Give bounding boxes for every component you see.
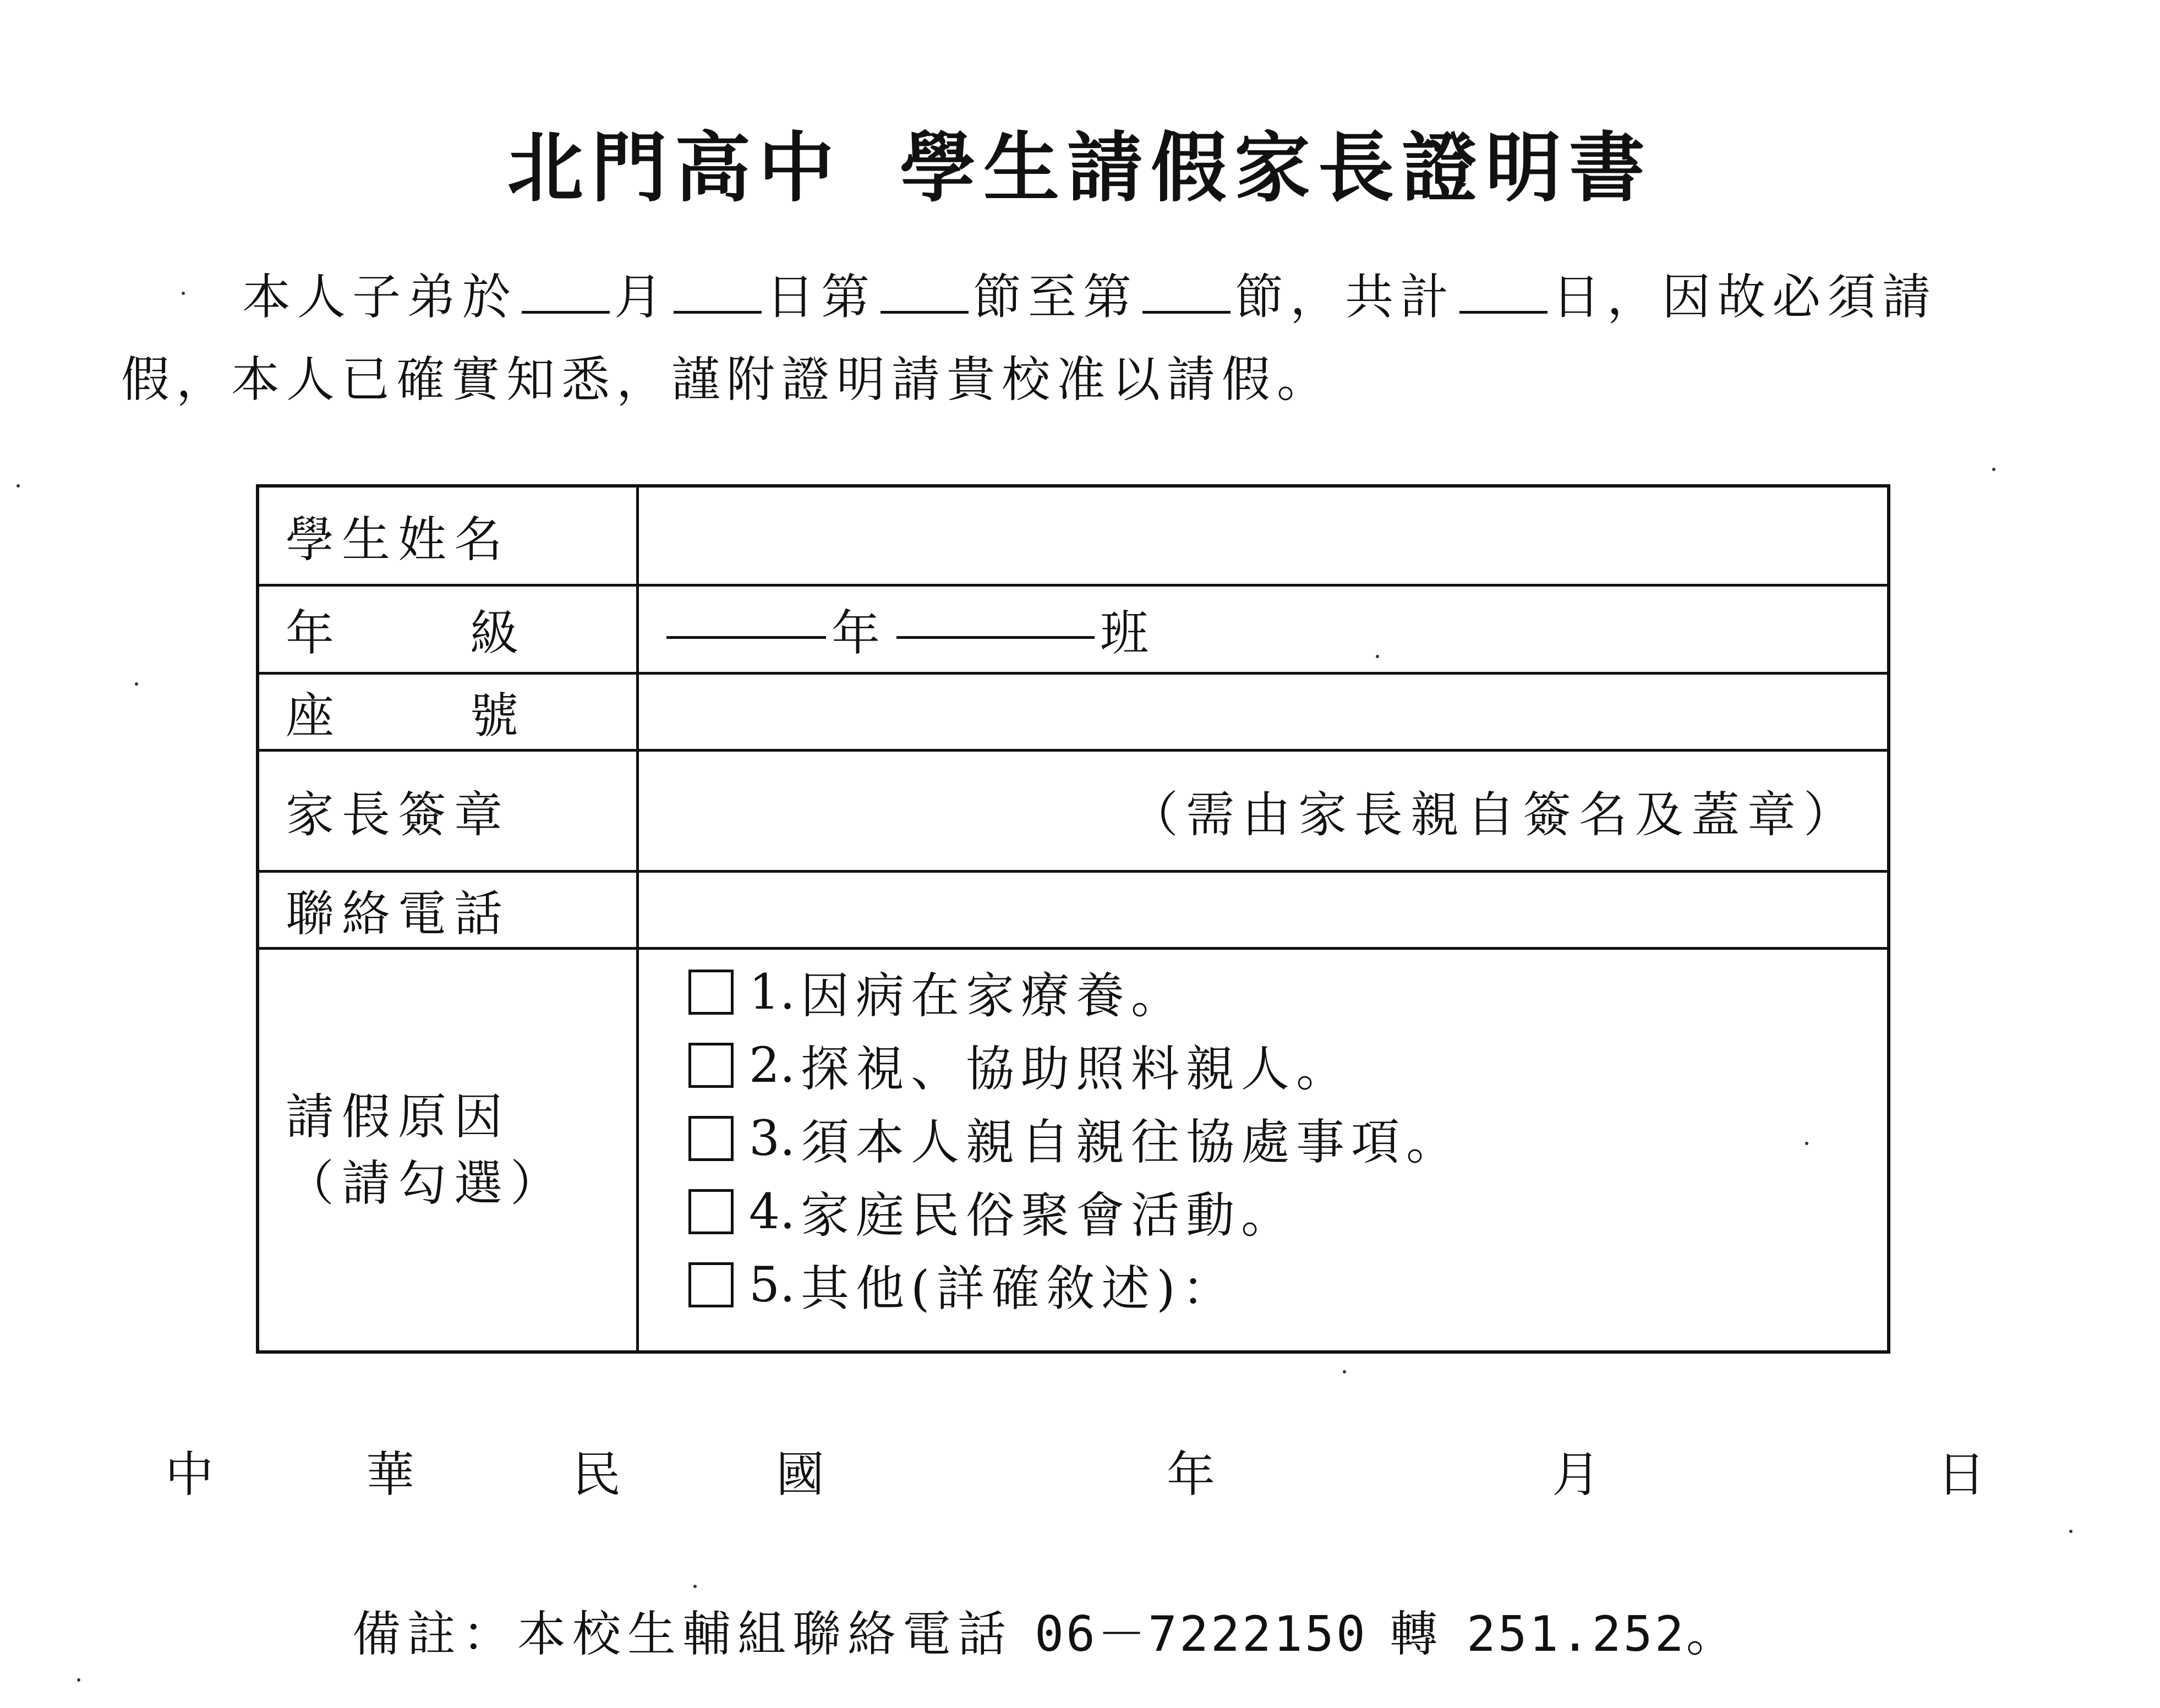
grade-class-blank[interactable] <box>896 620 1095 639</box>
scan-speck <box>135 682 138 686</box>
scan-speck <box>693 1585 697 1588</box>
grade-year-blank[interactable] <box>666 620 826 639</box>
signature-field[interactable] <box>639 752 1887 870</box>
reason-option-2[interactable] <box>688 1028 1461 1102</box>
footnote-ext: 251.252 <box>1466 1606 1686 1662</box>
signature-label: 家長簽章 <box>259 752 639 870</box>
statement-text: 本人子弟於 <box>242 269 518 325</box>
date-char-zhong: 中 <box>165 1446 214 1503</box>
reason-option-5[interactable] <box>688 1248 1461 1321</box>
grade-label-char: 年 <box>286 604 342 661</box>
reason-number: 4. <box>749 1183 795 1240</box>
scan-speck <box>2069 1530 2072 1533</box>
statement-text: 節，共計 <box>1235 269 1456 325</box>
statement-line-2: 假，本人已確實知悉，謹附證明請貴校准以請假。 <box>121 351 1332 408</box>
row-grade <box>259 587 1887 675</box>
seat-label <box>259 675 639 749</box>
statement-text: 節至第 <box>973 269 1139 325</box>
reason-option-1[interactable] <box>688 955 1461 1028</box>
row-seat-number <box>259 675 1887 752</box>
scan-speck <box>182 292 185 295</box>
scan-speck <box>1805 1142 1808 1145</box>
reason-text: 須本人親自親往協處事項。 <box>800 1113 1461 1170</box>
grade-label-char: 級 <box>469 604 526 661</box>
leave-reason-label-line2: （請勾選） <box>286 1155 567 1212</box>
period-end-blank[interactable] <box>1142 303 1231 314</box>
row-phone <box>259 873 1887 950</box>
scan-speck <box>1992 468 1995 471</box>
phone-field[interactable] <box>639 873 1887 947</box>
reason-number: 2. <box>749 1037 795 1093</box>
footnote-suffix: 。 <box>1686 1606 1741 1662</box>
statement-text: 日，因故必須請 <box>1552 269 1938 325</box>
reason-text: 探視、協助照料親人。 <box>800 1040 1351 1097</box>
checkbox-icon[interactable] <box>688 1262 734 1307</box>
grade-label <box>259 587 639 672</box>
school-name: 北門高中 <box>507 124 842 212</box>
scan-speck <box>1376 655 1379 658</box>
reason-text: 因病在家療養。 <box>800 967 1186 1024</box>
leave-reason-options <box>688 955 1461 1321</box>
checkbox-icon[interactable] <box>688 1043 734 1088</box>
day-blank[interactable] <box>674 303 762 314</box>
row-leave-reason <box>259 950 1887 1350</box>
student-name-field[interactable] <box>639 488 1887 584</box>
checkbox-icon[interactable] <box>688 1189 734 1234</box>
statement-text: 月 <box>614 269 670 325</box>
month-blank[interactable] <box>522 303 610 314</box>
period-start-blank[interactable] <box>881 303 969 314</box>
grade-year-text: 年 <box>832 604 881 661</box>
date-month-label: 月 <box>1552 1446 1601 1503</box>
reason-number: 3. <box>749 1110 795 1167</box>
reason-number: 5. <box>749 1256 795 1313</box>
phone-label: 聯絡電話 <box>259 873 639 947</box>
date-char-hua: 華 <box>366 1446 415 1503</box>
signature-note: （需由家長親自簽名及蓋章） <box>1129 786 1860 843</box>
reason-text: 家庭民俗聚會活動。 <box>800 1186 1296 1244</box>
leave-reason-label-line1: 請假原因 <box>286 1088 511 1145</box>
checkbox-icon[interactable] <box>688 970 734 1015</box>
leave-form-table <box>256 484 1890 1354</box>
date-char-min: 民 <box>572 1446 621 1503</box>
footnote <box>352 1596 1741 1665</box>
date-year-label: 年 <box>1167 1446 1216 1503</box>
checkbox-icon[interactable] <box>688 1116 734 1161</box>
statement-line-1 <box>242 259 1937 328</box>
leave-reason-label <box>259 950 639 1350</box>
reason-number: 1. <box>749 964 795 1020</box>
footnote-phone: 06－7222150 <box>1035 1606 1368 1662</box>
footnote-prefix: 備註：本校生輔組聯絡電話 <box>352 1606 1013 1662</box>
scan-speck <box>1343 1370 1346 1373</box>
total-days-blank[interactable] <box>1459 303 1547 314</box>
reason-option-4[interactable] <box>688 1175 1461 1248</box>
grade-class-text: 班 <box>1100 604 1149 661</box>
reason-text: 其他(詳確敘述)： <box>800 1260 1237 1317</box>
date-day-label: 日 <box>1937 1446 1986 1503</box>
footnote-ext-label: 轉 <box>1389 1606 1445 1662</box>
student-name-label: 學生姓名 <box>259 488 639 584</box>
seat-label-char: 號 <box>469 687 526 744</box>
date-char-guo: 國 <box>776 1446 825 1503</box>
seat-number-field[interactable] <box>639 675 1887 749</box>
row-signature <box>259 752 1887 873</box>
reason-option-3[interactable] <box>688 1102 1461 1175</box>
grade-field <box>639 587 1887 672</box>
row-student-name <box>259 488 1887 587</box>
form-name: 學生請假家長證明書 <box>900 124 1653 212</box>
statement-text: 日第 <box>766 269 877 325</box>
scan-speck <box>77 1678 80 1682</box>
form-title <box>0 107 2160 216</box>
seat-label-char: 座 <box>286 687 342 744</box>
scan-speck <box>17 484 20 488</box>
